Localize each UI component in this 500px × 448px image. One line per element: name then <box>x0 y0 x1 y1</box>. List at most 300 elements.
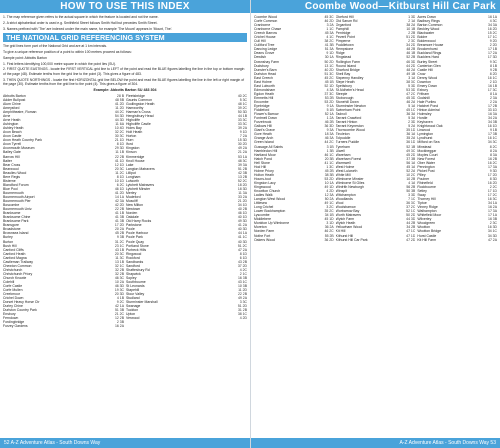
grid-reference: 11 1B <box>115 150 124 155</box>
grid-reference: 41 2A <box>238 223 247 228</box>
place-name: Minstead <box>417 144 432 149</box>
place-name: Burley Street <box>417 59 438 64</box>
grid-reference: 8 1B <box>489 63 498 68</box>
grid-reference: 55 2B <box>324 233 334 238</box>
grid-reference: 4 2C <box>239 267 247 272</box>
place-name: Alum Chine <box>3 101 21 106</box>
grid-reference: 53 2B <box>324 95 334 100</box>
index-column <box>3 94 124 329</box>
grid-reference: 2 1C <box>239 271 247 276</box>
grid-reference: 2 3C <box>489 221 498 226</box>
grid-reference: 52 2B <box>406 55 416 60</box>
place-name: Worbarrow Bay <box>335 209 360 214</box>
place-name: Hell Stone <box>254 160 270 165</box>
place-name: Creekmoor <box>3 292 21 297</box>
index-entry <box>417 238 497 242</box>
grid-reference: 50 2D <box>324 59 334 64</box>
grid-reference: 4 1C <box>326 35 334 40</box>
place-name: Lyscombe <box>254 213 270 218</box>
grid-reference: 32 2B <box>115 271 124 276</box>
grid-reference: 4 1B <box>116 296 124 301</box>
grid-reference: 56 2B <box>406 184 416 189</box>
grid-reference: 21 2C <box>114 312 124 317</box>
place-name: Long Crichel <box>254 205 274 210</box>
grid-reference: 3 1D <box>326 221 334 226</box>
place-name: Kingston <box>126 146 140 151</box>
grid-reference: 37 2D <box>237 263 247 268</box>
place-name: Norden Farm <box>254 229 275 234</box>
grid-reference: 1 3C <box>326 164 334 169</box>
place-name: Brownsea Island <box>3 231 29 236</box>
grid-reference: 10 2B <box>406 176 416 181</box>
grid-reference: 8 2C <box>489 144 498 149</box>
place-name: Dancing Ledge <box>254 47 278 52</box>
grid-reference: 10 1A <box>324 180 334 185</box>
place-name: Green Island <box>254 140 274 145</box>
place-name: Langton West Wood <box>254 197 286 202</box>
place-name: Slepe Heath <box>335 79 355 84</box>
grid-reference: 2 2D <box>489 43 498 48</box>
place-name: Gaunts Common <box>126 97 152 102</box>
grid-reference: 51 2C <box>237 243 247 248</box>
grid-reference: 9 1D <box>239 130 247 135</box>
place-name: Pimperne <box>335 39 351 44</box>
place-name: Rockford <box>126 255 140 260</box>
place-name: Bournemouth <box>3 190 24 195</box>
grid-reference: 44 2B <box>406 221 416 226</box>
place-name: Emery Down <box>417 83 438 88</box>
grid-reference: 46 3D <box>406 59 416 64</box>
place-name: Sway <box>417 193 426 198</box>
place-name: Knowlton Church <box>254 189 281 194</box>
place-name: Bournemouth Univ. <box>3 207 33 212</box>
place-name: Badbury Rings <box>417 19 440 24</box>
grid-reference: 45 2C <box>324 75 334 80</box>
grid-reference: 28 B <box>116 93 124 98</box>
place-name: Knoll House <box>126 158 145 163</box>
place-name: Kingston Lacy <box>254 180 276 185</box>
grid-reference: 10 4D <box>114 126 124 131</box>
index-column <box>417 15 497 242</box>
place-name: Peveril Point <box>335 35 355 40</box>
place-name: Christchurch Priory <box>3 271 33 276</box>
index-column <box>336 15 416 242</box>
grid-reference: 36 1A <box>406 132 416 137</box>
place-name: Lower Bockhampton <box>254 209 286 214</box>
grid-reference: 18 3A <box>324 132 334 137</box>
place-name: Monkton Up Wimborne <box>254 221 290 226</box>
place-name: Avon Heath Country Park <box>3 138 42 143</box>
place-name: Beckley Wood <box>417 27 440 32</box>
place-name: Kithurst Hill <box>335 233 354 238</box>
grid-reference: 48 1C <box>237 101 247 106</box>
grid-text-line: Sample point: Abbotts Barton <box>3 55 47 60</box>
grid-example: Example: Abbotts Barton SU 483 304 <box>93 88 157 93</box>
grid-reference: 3 3C <box>239 300 247 305</box>
grid-reference: 34 3B <box>488 120 498 125</box>
left-index-list <box>0 94 250 329</box>
place-name: Harman's Cross <box>126 110 151 114</box>
grid-reference: 9 2B <box>489 67 498 72</box>
grid-reference: 1 3B <box>326 148 334 153</box>
place-name: Oakers Wood <box>254 237 275 242</box>
grid-reference: 40 3D <box>237 239 247 244</box>
grid-reference: 36 3D <box>324 124 334 129</box>
grid-reference: 3 2A <box>326 23 334 28</box>
grid-reference: 48 2A <box>406 67 416 72</box>
grid-reference: 51 3A <box>324 47 334 52</box>
place-name: Branksome Chine <box>3 215 31 220</box>
place-name: Verwood <box>126 316 140 321</box>
place-name: Holme Priory <box>254 168 274 173</box>
grid-reference: 41 2D <box>114 101 124 106</box>
grid-reference: 17 2C <box>487 193 498 198</box>
place-name: Shell Bay <box>335 71 351 76</box>
place-name: Purbeck Hills <box>126 247 147 252</box>
grid-reference: 49 3D <box>237 219 247 224</box>
instruction-text: 1. The map reference given refers to the actual square in which the feature is located and not the name. <box>3 15 159 19</box>
grid-reference: 30 3C <box>114 134 124 139</box>
grid-reference: 47 1D <box>406 233 416 238</box>
place-name: Ferndown <box>3 316 19 321</box>
grid-reference: 34 3A <box>488 23 498 28</box>
grid-text-line: To give a unique reference position of a point to within 100 metres proceed as follows: <box>3 49 132 54</box>
grid-reference: 32 2C <box>114 130 124 135</box>
place-name: Fritham <box>417 91 429 96</box>
grid-reference: 22 2B <box>238 292 247 297</box>
grid-reference: 2 2B <box>408 31 416 36</box>
grid-reference: 49 2A <box>238 146 247 151</box>
place-name: Bear Cross <box>3 162 21 167</box>
place-name: Avon Castle <box>3 134 22 139</box>
place-name: Iford <box>126 142 133 147</box>
place-name: Deans Grove <box>254 51 275 56</box>
grid-reference: 18 2D <box>237 182 247 187</box>
place-name: Durlston Head <box>254 71 276 76</box>
grid-reference: 15 2C <box>487 31 498 36</box>
grid-reference: 16 1A <box>488 15 498 19</box>
grid-reference: 44 1B <box>238 114 247 119</box>
place-name: Winfrith Newburgh <box>335 184 364 189</box>
place-name: Gallows Hill <box>254 124 272 129</box>
place-name: Ringwood <box>126 251 142 256</box>
grid-reference: 5 3A <box>408 116 416 121</box>
grid-reference: 38 2C <box>324 39 334 44</box>
grid-reference: 46 1C <box>324 152 334 157</box>
place-name: Exbury <box>417 87 429 92</box>
place-name: Tarrant Hinton <box>335 120 358 125</box>
grid-reference: 8 3A <box>489 152 498 157</box>
place-name: Picket Post <box>417 168 435 173</box>
grid-reference: 10 1B <box>406 27 416 32</box>
place-name: Canford Heath <box>3 251 26 256</box>
grid-reference: 49 1B <box>406 71 416 76</box>
grid-reference: 21 2D <box>237 199 247 204</box>
place-name: Corfe Mullen <box>3 288 23 293</box>
place-name: Brockenhurst <box>417 47 438 52</box>
place-name: Poole Quay <box>126 239 144 244</box>
grid-reference: 39 2C <box>237 105 247 110</box>
index-entry <box>336 238 416 242</box>
grid-reference: 2 2C <box>489 184 498 189</box>
place-name: Barton Common <box>417 23 443 28</box>
grid-reference: 34 1B <box>324 213 334 218</box>
place-name: Breamore House <box>417 43 444 48</box>
grid-reference: 50 2A <box>324 197 334 202</box>
grid-reference: 42 1A <box>115 304 124 309</box>
place-name: Horton <box>126 134 137 139</box>
place-name: Hamworthy <box>126 105 144 110</box>
place-name: Hartland Moor <box>254 152 276 157</box>
grid-reference: 16 1C <box>487 136 498 141</box>
grid-reference: 43 1B <box>115 247 124 252</box>
place-name: St Leonards <box>126 284 145 289</box>
place-name: St Aldhelm's Head <box>335 87 364 92</box>
place-name: Boscombe <box>3 203 20 208</box>
place-name: Linwood <box>417 128 431 133</box>
grid-reference: 10 2A <box>115 279 124 284</box>
grid-reference: 17 1C <box>487 35 498 40</box>
grid-reference: 17 2A <box>488 51 498 56</box>
grid-reference: 33 3C <box>237 118 247 123</box>
place-name: Thorney Hill <box>417 197 436 202</box>
grid-reference: 11 2C <box>115 170 124 175</box>
grid-reference: 2 3A <box>489 95 498 100</box>
grid-reference: 18 3D <box>237 186 247 191</box>
grid-reference: 17 2D <box>487 172 498 177</box>
place-name: Pennington <box>417 164 435 169</box>
grid-reference: 10 2C <box>406 172 416 177</box>
grid-reference: 21 2A <box>238 150 247 155</box>
grid-text-line: 3. THEN QUOTE NORTHINGS - locate the first HORIZONTAL grid line BELOW the point and read the BLUE figures labelling the line in the left or right margin of the page (30). Estimate tenths from the grid line to the point (4). This gives a figure of 304. <box>3 77 245 87</box>
place-name: Arne Heath <box>3 118 21 123</box>
place-name: Rempstone <box>335 47 354 52</box>
grid-reference: 42 3B <box>238 170 247 175</box>
place-name: Durley Chine <box>3 304 23 309</box>
grid-text-line: 1. First letters identifying 100,000 metre square in which the point lies (SU). <box>3 61 116 66</box>
place-name: Wytch Farm <box>335 217 355 222</box>
place-name: Knightwood Oak <box>417 124 443 129</box>
place-name: Bere Regis <box>3 174 21 179</box>
place-name: Rockbourne <box>417 184 436 189</box>
grid-reference: 17 2B <box>488 104 498 109</box>
place-name: Middlebere <box>254 217 272 222</box>
place-name: Wareham <box>335 152 351 157</box>
grid-reference: 11 3A <box>238 190 247 195</box>
grid-reference: 36 1D <box>406 140 416 145</box>
grid-reference: 6 2C <box>116 182 124 187</box>
place-name: Pamphill <box>335 27 349 32</box>
place-name: Holes Bay <box>126 126 142 131</box>
grid-reference: 4 3C <box>489 19 498 24</box>
grid-reference: 19 3C <box>114 288 124 293</box>
place-name: Langton Matravers <box>126 166 155 171</box>
grid-reference: 46 2A <box>406 99 416 104</box>
grid-reference: 53 3D <box>406 87 416 92</box>
place-name: Bolderwood <box>417 39 436 44</box>
grid-reference: 16 3D <box>487 225 498 230</box>
place-name: Stour Valley <box>126 292 145 297</box>
place-name: Chewton Common <box>3 263 32 268</box>
place-name: Castleman Trailway <box>3 259 33 264</box>
place-name: Ober Water <box>417 160 435 165</box>
grid-reference: 11 2D <box>238 288 247 293</box>
place-name: Lytchett Minster <box>126 186 151 191</box>
place-name: Sturminster Newton <box>335 104 366 109</box>
grid-reference: 34 1C <box>487 229 498 234</box>
grid-text-line: 2. FIRST QUOTE EASTINGS - locate the FIRST VERTICAL grid line to LEFT of the point and read the BLUE figures labelling the line in the top or bottom margin of the page (48). Estimate tenths from the grid line to the point (3). This gives a figure of 483. <box>3 67 245 76</box>
place-name: Houns-tout <box>254 176 271 181</box>
grid-reference: 9 3A <box>326 128 334 133</box>
grid-reference: 9 2D <box>489 39 498 44</box>
grid-reference: 44 3D <box>406 217 416 222</box>
grid-reference: 39 2A <box>238 126 247 131</box>
place-name: Sixpenny Handley <box>335 75 364 80</box>
grid-reference: 17 1B <box>488 47 498 52</box>
place-name: Crow <box>417 71 426 76</box>
place-name: Shaftesbury Rd <box>126 267 150 272</box>
place-name: Portland Stone <box>126 243 149 248</box>
grid-reference: 52 1C <box>406 209 416 214</box>
place-name: Cranborne Chase <box>254 27 282 32</box>
place-name: Beaulieu Wood <box>3 170 27 175</box>
grid-reference: 23 1C <box>114 243 124 248</box>
grid-reference: 53 1A <box>238 154 247 159</box>
place-name: Kit Hill Farm <box>417 237 437 242</box>
place-name: Tadnoll <box>335 112 347 117</box>
place-name: Wootton <box>417 225 431 230</box>
place-name: Pilley <box>417 172 426 177</box>
grid-reference: 48 2B <box>406 47 416 52</box>
grid-reference: 17 3C <box>487 87 498 92</box>
left-page-footer: 52 A-Z Adventure Atlas - South Downs Way <box>0 438 250 448</box>
grid-reference: 13 1B <box>115 259 124 264</box>
place-name: East Holme <box>254 79 272 84</box>
place-name: Canford Cliffs <box>3 247 24 252</box>
grid-reference: 40 2D <box>324 67 334 72</box>
place-name: Culliford Tree <box>254 43 275 48</box>
grid-reference: 45 3A <box>324 31 334 36</box>
place-name: Ringstead <box>335 55 352 60</box>
grid-reference: 36 2D <box>324 237 334 242</box>
grid-reference: 3 2C <box>326 205 334 210</box>
grid-reference: 33 2A <box>238 194 247 199</box>
grid-reference: 41 1B <box>115 211 124 216</box>
grid-reference: 38 2A <box>406 23 416 28</box>
grid-reference: 16 3A <box>488 112 498 117</box>
grid-reference: 35 1D <box>406 128 416 133</box>
grid-reference: 11 6A <box>115 122 124 127</box>
place-name: Bournemouth Pier <box>3 199 31 204</box>
place-name: Tyneham <box>335 144 350 149</box>
place-name: Furzebrook <box>254 120 272 125</box>
grid-reference: 38 3C <box>406 79 416 84</box>
grid-reference: 32 2B <box>115 267 124 272</box>
grid-reference: 47 2D <box>406 237 416 242</box>
place-name: Ulwell <box>335 148 345 153</box>
place-name: Woodgreen <box>417 221 436 226</box>
grid-reference: 12 2B <box>115 316 124 321</box>
place-name: Stonehill Down <box>335 99 359 104</box>
place-name: Puddletown <box>335 43 354 48</box>
place-name: Bailey Gate <box>3 150 21 155</box>
grid-reference: 35 2A <box>406 136 416 141</box>
grid-reference: 4 3A <box>326 87 334 92</box>
grid-reference: 8 1D <box>116 174 124 179</box>
grid-reference: 41 3B <box>115 215 124 220</box>
place-name: Avonmouth Museum <box>3 146 35 151</box>
place-name: Sandford <box>126 263 140 268</box>
place-name: Boldre <box>417 35 428 40</box>
grid-reference: 46 3D <box>114 284 124 289</box>
place-name: Amphitheatre, Roman <box>3 110 37 114</box>
place-name: Shapwick <box>126 271 141 276</box>
grid-reference: 13 1C <box>324 63 334 68</box>
place-name: Ensbury <box>3 312 16 317</box>
place-name: Hatch Pond <box>254 156 272 161</box>
place-name: Buckland Rings <box>417 51 442 56</box>
grid-reference: 9 2C <box>116 300 124 305</box>
place-name: Hinton Admiral <box>417 108 440 113</box>
grid-reference: 49 3C <box>406 148 416 153</box>
grid-reference: 8 2D <box>489 71 498 76</box>
grid-reference: 8 3D <box>489 176 498 181</box>
grid-reference: 2 2A <box>489 99 498 104</box>
place-name: Southbourne <box>126 279 146 284</box>
place-name: Crichel Down <box>3 296 24 301</box>
place-name: Dunster's Barn <box>254 67 277 72</box>
place-name: Wytch Heath <box>335 221 356 226</box>
place-name: Stapehill <box>126 288 140 293</box>
place-name: Highcliffe <box>126 118 141 123</box>
index-instructions <box>0 13 250 31</box>
grid-reference: 9 1D <box>326 51 334 56</box>
index-entry <box>3 324 124 328</box>
grid-reference: 16 2D <box>487 180 498 185</box>
place-name: Wimborne St Giles <box>335 180 365 185</box>
grid-reference: 1 2A <box>326 116 334 121</box>
place-name: Ladies Walk <box>254 193 273 198</box>
right-index-list <box>251 13 500 242</box>
place-name: Arne <box>3 114 11 119</box>
grid-reference: 51 2D <box>406 35 416 40</box>
place-name: Wimborne Minster <box>335 176 364 181</box>
grid-reference: 36 3C <box>406 201 416 206</box>
place-name: Burley <box>3 235 13 240</box>
instruction-text: 2. A strict alphabetical order is used e.g. Smithfield Street follows Smith Hall but precedes Smith Street. <box>3 20 158 25</box>
place-name: Kithurst Hill Car Park <box>335 237 368 242</box>
place-name: Broadstone <box>3 227 21 232</box>
place-name: Pentridge <box>335 31 351 36</box>
grid-reference: 2 3B <box>116 320 124 325</box>
grid-reference: 14 1A <box>115 194 124 199</box>
grid-reference: 16 2A <box>115 324 124 329</box>
place-name: Fontmell Down <box>254 116 277 121</box>
place-name: Ameysford <box>3 105 20 110</box>
place-name: Fordingbridge <box>3 320 25 325</box>
grid-reference: 37 3B <box>406 156 416 161</box>
grid-reference: 9 3B <box>116 235 124 240</box>
place-name: Muscliff <box>126 199 138 204</box>
grid-reference: 17 1A <box>488 213 498 218</box>
grid-reference: 36 3A <box>406 112 416 117</box>
grid-reference: 52 1A <box>324 112 334 117</box>
grid-reference: 10 1D <box>114 178 124 183</box>
place-name: Yellowham Wood <box>335 225 363 230</box>
grid-reference: 56 1A <box>406 160 416 165</box>
place-name: Tincleton <box>335 132 350 137</box>
place-name: Wool <box>335 201 344 206</box>
